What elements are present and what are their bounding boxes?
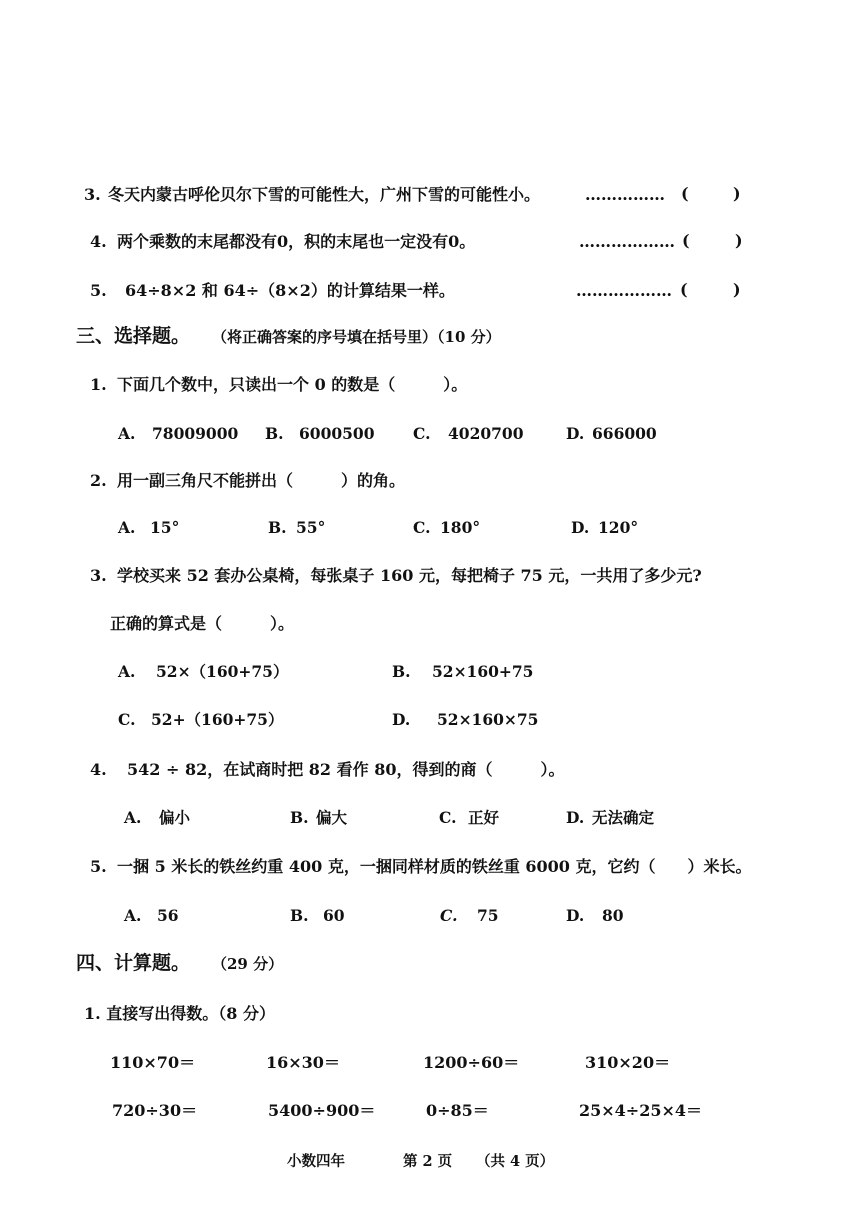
calc-4: 310×20＝ — [585, 1053, 671, 1072]
choice-1-opt-c: 4020700 — [448, 424, 524, 443]
judge-4-num: 4. — [90, 232, 107, 251]
choice-1-text: 下面几个数中，只读出一个 0 的数是（ ）。 — [117, 375, 468, 394]
choice-3-opt-b: 52×160+75 — [432, 662, 534, 681]
choice-1-opt-a-key: A. — [118, 424, 136, 443]
choice-3-opt-d-key: D. — [392, 710, 411, 729]
choice-5-text: 一捆 5 米长的铁丝约重 400 克，一捆同样材质的铁丝重 6000 克，它约（ ）米长。 — [117, 857, 752, 876]
choice-2-opt-b: 55° — [296, 518, 326, 537]
judge-3-dots: …………… — [585, 185, 665, 204]
choice-3-text: 学校买来 52 套办公桌椅，每张桌子 160 元，每把椅子 75 元，一共用了多少元? — [117, 566, 702, 585]
judge-4-text: 两个乘数的末尾都没有0，积的末尾也一定没有0。 — [117, 232, 476, 251]
calc-6: 5400÷900＝ — [268, 1101, 376, 1120]
choice-5-num: 5. — [90, 857, 107, 876]
judge-5-dots: ……………… — [576, 281, 672, 300]
judge-4-paren-open: ( — [682, 231, 690, 250]
choice-4-opt-a-key: A. — [124, 808, 142, 827]
calc-1: 110×70＝ — [110, 1053, 196, 1072]
choice-2-opt-d-key: D. — [571, 518, 590, 537]
choice-1-opt-a: 78009000 — [152, 424, 239, 443]
section-3-note: （将正确答案的序号填在括号里）（10 分） — [212, 328, 501, 346]
calc-3: 1200÷60＝ — [423, 1053, 520, 1072]
footer-total: （共 4 页） — [476, 1153, 555, 1170]
choice-2-opt-a-key: A. — [118, 518, 136, 537]
choice-4-opt-c-key: C. — [439, 808, 457, 827]
choice-1-opt-b: 6000500 — [299, 424, 375, 443]
choice-5-opt-b: 60 — [323, 906, 345, 925]
choice-4-opt-b-key: B. — [290, 808, 309, 827]
judge-5-text: 64÷8×2 和 64÷（8×2）的计算结果一样。 — [125, 281, 455, 300]
choice-3-num: 3. — [90, 566, 107, 585]
choice-4-opt-c: 正好 — [468, 808, 500, 827]
choice-3-opt-a-key: A. — [118, 662, 136, 681]
judge-3-text: 冬天内蒙古呼伦贝尔下雪的可能性大，广州下雪的可能性小。 — [108, 185, 541, 204]
judge-4-paren-close: ) — [735, 231, 743, 250]
judge-4-dots: ……………… — [579, 232, 675, 251]
choice-4-opt-d: 无法确定 — [592, 808, 655, 827]
choice-4-opt-b: 偏大 — [316, 808, 348, 827]
choice-3-opt-c: 52+（160+75） — [151, 710, 284, 729]
choice-5-opt-a-key: A. — [124, 906, 142, 925]
choice-5-opt-d: 80 — [602, 906, 624, 925]
judge-5-num: 5. — [90, 281, 107, 300]
calc-2: 16×30＝ — [266, 1053, 340, 1072]
choice-3-opt-b-key: B. — [392, 662, 411, 681]
footer-page: 第 2 页 — [403, 1153, 453, 1170]
choice-4-text: 542 ÷ 82，在试商时把 82 看作 80，得到的商（ ）。 — [127, 760, 565, 779]
choice-3-opt-d: 52×160×75 — [437, 710, 539, 729]
choice-4-opt-d-key: D. — [566, 808, 585, 827]
choice-2-opt-c: 180° — [440, 518, 481, 537]
choice-2-opt-a: 15° — [150, 518, 180, 537]
choice-4-opt-a: 偏小 — [159, 808, 191, 827]
judge-5-paren-close: ) — [733, 280, 741, 299]
footer-grade: 小数四年 — [287, 1153, 345, 1170]
judge-3-paren-close: ) — [733, 184, 741, 203]
choice-2-opt-c-key: C. — [413, 518, 431, 537]
judge-3-paren-open: ( — [681, 184, 689, 203]
choice-3-opt-c-key: C. — [118, 710, 136, 729]
calc-7: 0÷85＝ — [426, 1101, 489, 1120]
choice-5-opt-d-key: D. — [566, 906, 585, 925]
choice-2-num: 2. — [90, 471, 107, 490]
section-4-sub1: 1. 直接写出得数。（8 分） — [84, 1004, 275, 1023]
choice-1-opt-c-key: C. — [413, 424, 431, 443]
choice-5-opt-a: 56 — [157, 906, 179, 925]
choice-2-text: 用一副三角尺不能拼出（ ）的角。 — [117, 471, 406, 490]
judge-3-num: 3. — [84, 185, 101, 204]
section-4-score: （29 分） — [212, 955, 284, 973]
choice-1-opt-b-key: B. — [265, 424, 284, 443]
choice-5-opt-c: 75 — [477, 906, 499, 925]
calc-8: 25×4÷25×4＝ — [579, 1101, 703, 1120]
choice-1-num: 1. — [90, 375, 107, 394]
calc-5: 720÷30＝ — [112, 1101, 198, 1120]
choice-3-text-line2: 正确的算式是（ ）。 — [110, 614, 295, 633]
choice-1-opt-d-key: D. — [566, 424, 585, 443]
section-4-title: 四、计算题。 — [76, 952, 191, 974]
choice-5-opt-b-key: B. — [290, 906, 309, 925]
choice-1-opt-d: 666000 — [592, 424, 657, 443]
choice-5-opt-c-key: C. — [440, 906, 458, 925]
section-3-title: 三、选择题。 — [76, 325, 191, 347]
judge-5-paren-open: ( — [680, 280, 688, 299]
choice-2-opt-d: 120° — [598, 518, 639, 537]
choice-4-num: 4. — [90, 760, 107, 779]
choice-3-opt-a: 52×（160+75） — [156, 662, 289, 681]
choice-2-opt-b-key: B. — [268, 518, 287, 537]
